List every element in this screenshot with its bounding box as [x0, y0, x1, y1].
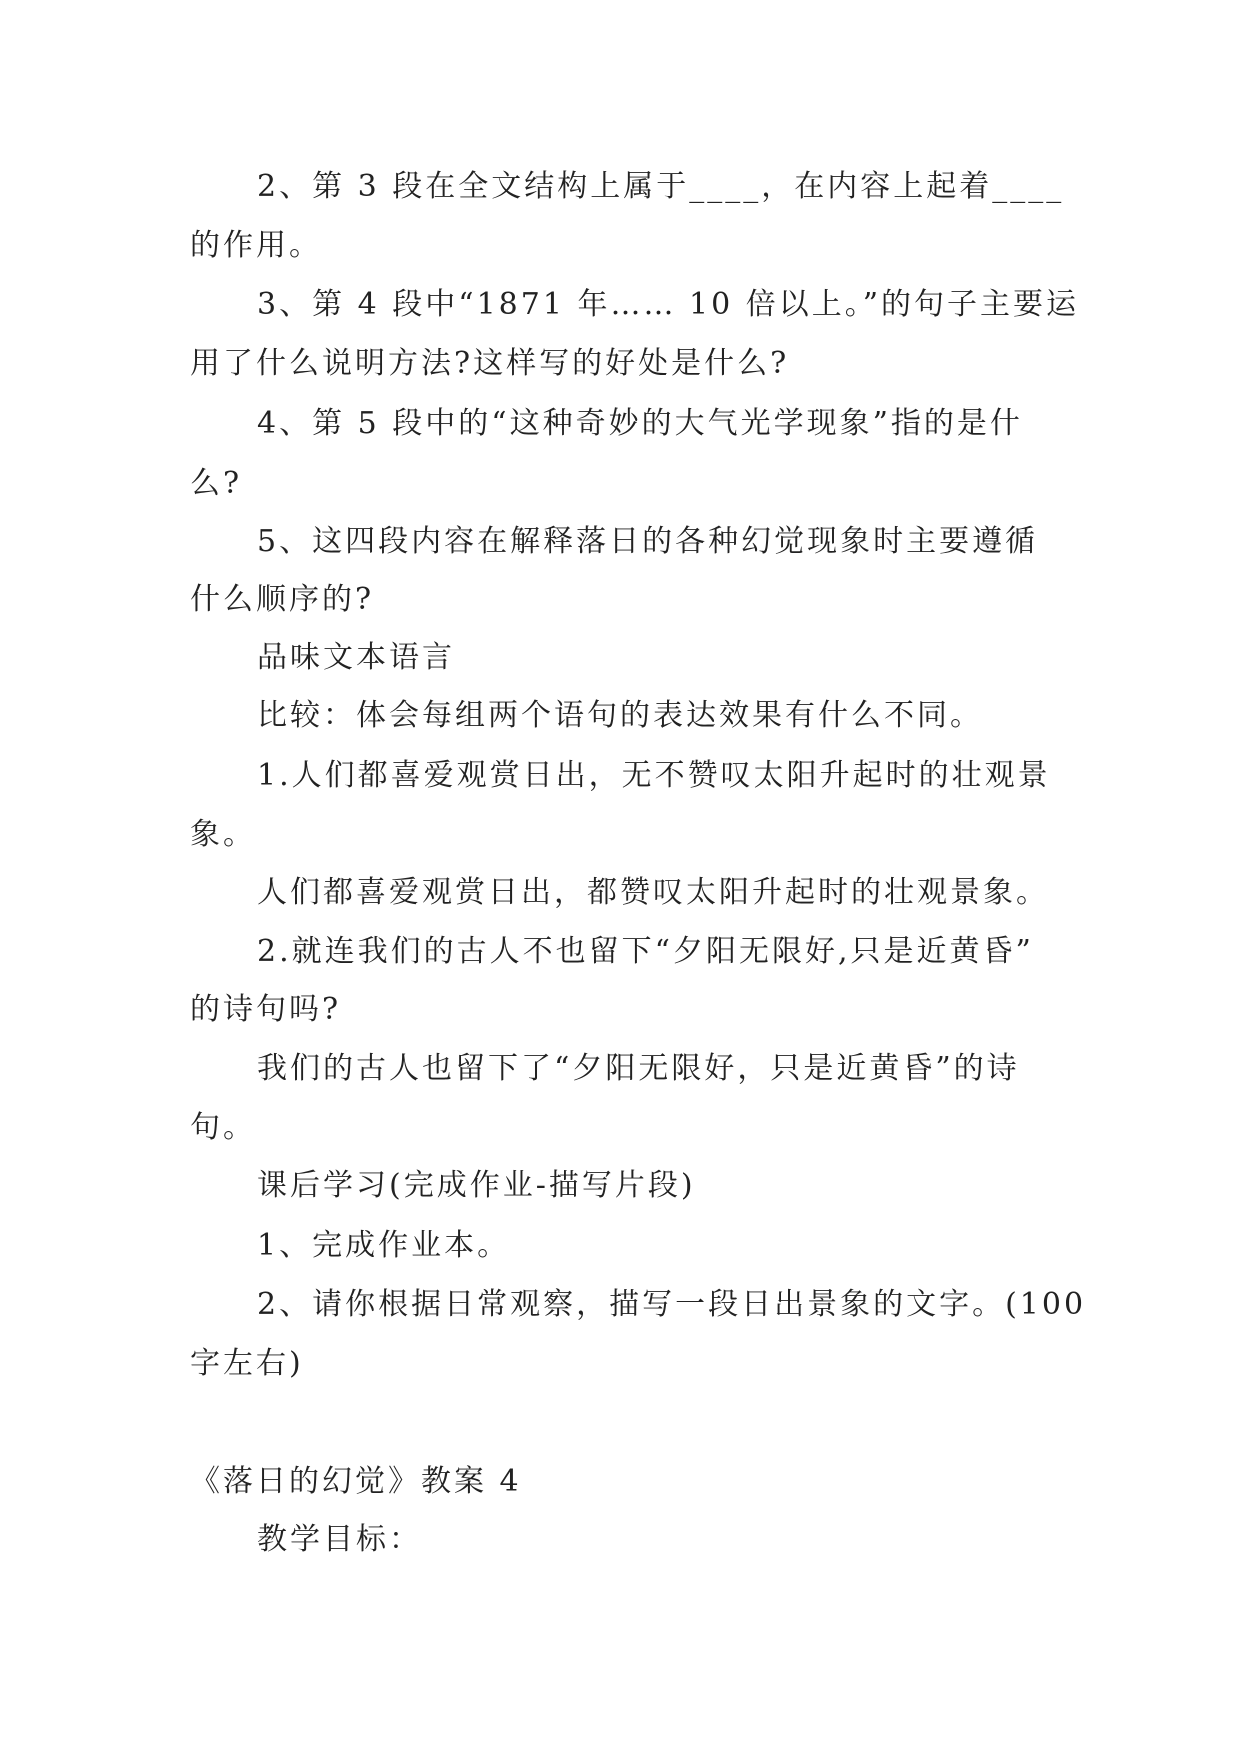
comparison-instruction: 比较：体会每组两个语句的表达效果有什么不同。 [257, 698, 983, 733]
teaching-objectives-heading: 教学目标： [257, 1522, 422, 1557]
comparison-2-line-1: 2.就连我们的古人不也留下“夕阳无限好,只是近黄昏” [257, 934, 1034, 969]
homework-item-1: 1、完成作业本。 [257, 1228, 511, 1263]
homework-item-2-line-1: 2、请你根据日常观察，描写一段日出景象的文字。(100 [257, 1287, 1087, 1322]
question-2-line-1: 2、第 3 段在全文结构上属于____，在内容上起着____ [257, 169, 1065, 204]
section-heading-homework: 课后学习(完成作业-描写片段) [257, 1168, 696, 1203]
question-3-line-1: 3、第 4 段中“1871 年…… 10 倍以上。”的句子主要运 [257, 287, 1080, 322]
lesson-plan-title: 《落日的幻觉》教案 4 [190, 1464, 522, 1499]
question-2-line-2: 的作用。 [190, 228, 322, 263]
comparison-1-line-1: 1.人们都喜爱观赏日出，无不赞叹太阳升起时的壮观景 [257, 758, 1051, 793]
comparison-2-alternative-line-1: 我们的古人也留下了“夕阳无限好，只是近黄昏”的诗 [257, 1051, 1020, 1086]
question-5-line-1: 5、这四段内容在解释落日的各种幻觉现象时主要遵循 [257, 524, 1039, 559]
question-4-line-1: 4、第 5 段中的“这种奇妙的大气光学现象”指的是什 [257, 406, 1023, 441]
comparison-2-alternative-line-2: 句。 [190, 1110, 256, 1145]
question-5-line-2: 什么顺序的? [190, 582, 375, 617]
question-3-line-2: 用了什么说明方法?这样写的好处是什么? [190, 346, 790, 381]
comparison-1-alternative: 人们都喜爱观赏日出，都赞叹太阳升起时的壮观景象。 [257, 875, 1049, 910]
question-4-line-2: 么? [190, 466, 243, 501]
comparison-2-line-2: 的诗句吗? [190, 992, 342, 1027]
section-heading-language: 品味文本语言 [257, 640, 455, 675]
comparison-1-line-2: 象。 [190, 817, 256, 852]
homework-item-2-line-2: 字左右) [190, 1346, 304, 1381]
